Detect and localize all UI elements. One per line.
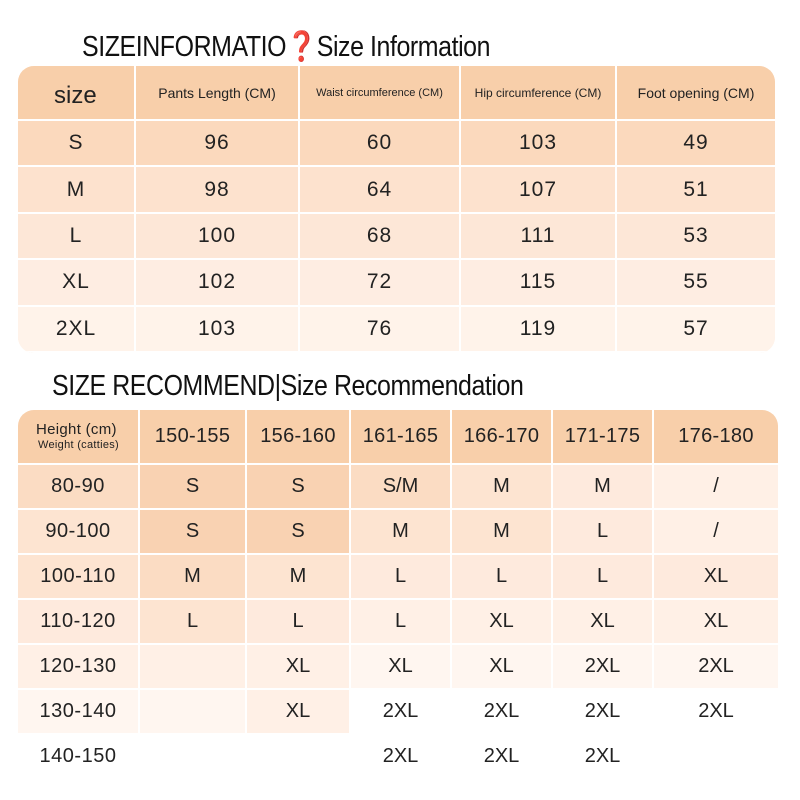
weight-row-header: 120-130 — [18, 645, 140, 690]
table-cell: 102 — [136, 260, 300, 306]
table-cell: 57 — [617, 307, 775, 353]
table-cell: 72 — [300, 260, 461, 306]
size-cell: 2XL — [452, 735, 553, 778]
size-cell: L — [351, 555, 452, 600]
size-cell — [140, 735, 247, 778]
size-cell: S — [140, 465, 247, 510]
size-information-table — [18, 66, 775, 353]
size-cell: L — [351, 600, 452, 645]
size-cell: XL — [452, 600, 553, 645]
size-cell: 2XL — [553, 735, 654, 778]
size-cell: XL — [247, 690, 351, 735]
size-cell: 2XL — [553, 645, 654, 690]
weight-row-header: 80-90 — [18, 465, 140, 510]
size-cell: XL — [452, 645, 553, 690]
header-waist: Waist circumference (CM) — [300, 66, 461, 121]
size-cell: XL — [247, 645, 351, 690]
table-cell: 103 — [136, 307, 300, 353]
size-cell: M — [247, 555, 351, 600]
height-header: 166-170 — [452, 410, 553, 465]
size-cell: M — [553, 465, 654, 510]
size-cell: L — [247, 600, 351, 645]
size-cell: S — [247, 510, 351, 555]
size-cell — [140, 645, 247, 690]
size-cell: M — [351, 510, 452, 555]
size-cell: M — [140, 555, 247, 600]
table-cell: 119 — [461, 307, 617, 353]
size-cell: XL — [553, 600, 654, 645]
table-cell: 60 — [300, 121, 461, 167]
size-cell: 2XL — [452, 690, 553, 735]
table-cell: 64 — [300, 167, 461, 213]
table-cell: 68 — [300, 214, 461, 260]
height-header: 171-175 — [553, 410, 654, 465]
header-size: size — [18, 66, 136, 121]
size-cell: XL — [654, 600, 778, 645]
table-cell: 107 — [461, 167, 617, 213]
size-cell: S — [140, 510, 247, 555]
table-cell: 49 — [617, 121, 775, 167]
height-header: 176-180 — [654, 410, 778, 465]
table-cell: 53 — [617, 214, 775, 260]
size-cell: L — [553, 510, 654, 555]
table-cell: 51 — [617, 167, 775, 213]
size-cell: / — [654, 510, 778, 555]
corner-height-label: Height (cm) — [36, 421, 117, 438]
table-cell: XL — [18, 260, 136, 306]
size-cell: XL — [351, 645, 452, 690]
weight-row-header: 130-140 — [18, 690, 140, 735]
height-header: 161-165 — [351, 410, 452, 465]
size-cell: 2XL — [351, 735, 452, 778]
table-cell: 98 — [136, 167, 300, 213]
table-cell: M — [18, 167, 136, 213]
table-cell: 115 — [461, 260, 617, 306]
size-cell: S — [247, 465, 351, 510]
size-cell: L — [452, 555, 553, 600]
size-cell: 2XL — [654, 690, 778, 735]
weight-row-header: 110-120 — [18, 600, 140, 645]
table-cell: L — [18, 214, 136, 260]
weight-row-header: 90-100 — [18, 510, 140, 555]
size-cell: L — [140, 600, 247, 645]
header-pants-length: Pants Length (CM) — [136, 66, 300, 121]
table-cell: 76 — [300, 307, 461, 353]
header-foot-opening: Foot opening (CM) — [617, 66, 775, 121]
size-cell: XL — [654, 555, 778, 600]
size-cell: L — [553, 555, 654, 600]
weight-row-header: 140-150 — [18, 735, 140, 778]
size-cell: 2XL — [553, 690, 654, 735]
size-cell: / — [654, 465, 778, 510]
header-hip: Hip circumference (CM) — [461, 66, 617, 121]
size-cell: 2XL — [351, 690, 452, 735]
corner-weight-label: Weight (catties) — [38, 439, 120, 451]
size-cell: S/M — [351, 465, 452, 510]
size-cell — [247, 735, 351, 778]
size-cell: M — [452, 510, 553, 555]
corner-header — [18, 410, 140, 465]
size-cell: 2XL — [654, 645, 778, 690]
table-cell: S — [18, 121, 136, 167]
table-cell: 111 — [461, 214, 617, 260]
table-cell: 96 — [136, 121, 300, 167]
height-header: 156-160 — [247, 410, 351, 465]
size-cell: M — [452, 465, 553, 510]
table-cell: 55 — [617, 260, 775, 306]
size-information-title: SIZEINFORMATIO❓Size Information — [82, 31, 491, 63]
table-cell: 100 — [136, 214, 300, 260]
height-header: 150-155 — [140, 410, 247, 465]
table-cell: 103 — [461, 121, 617, 167]
size-cell — [654, 735, 778, 778]
weight-row-header: 100-110 — [18, 555, 140, 600]
size-recommend-table — [18, 410, 778, 778]
size-cell — [140, 690, 247, 735]
table-cell: 2XL — [18, 307, 136, 353]
size-recommend-title: SIZE RECOMMEND|Size Recommendation — [52, 370, 524, 402]
